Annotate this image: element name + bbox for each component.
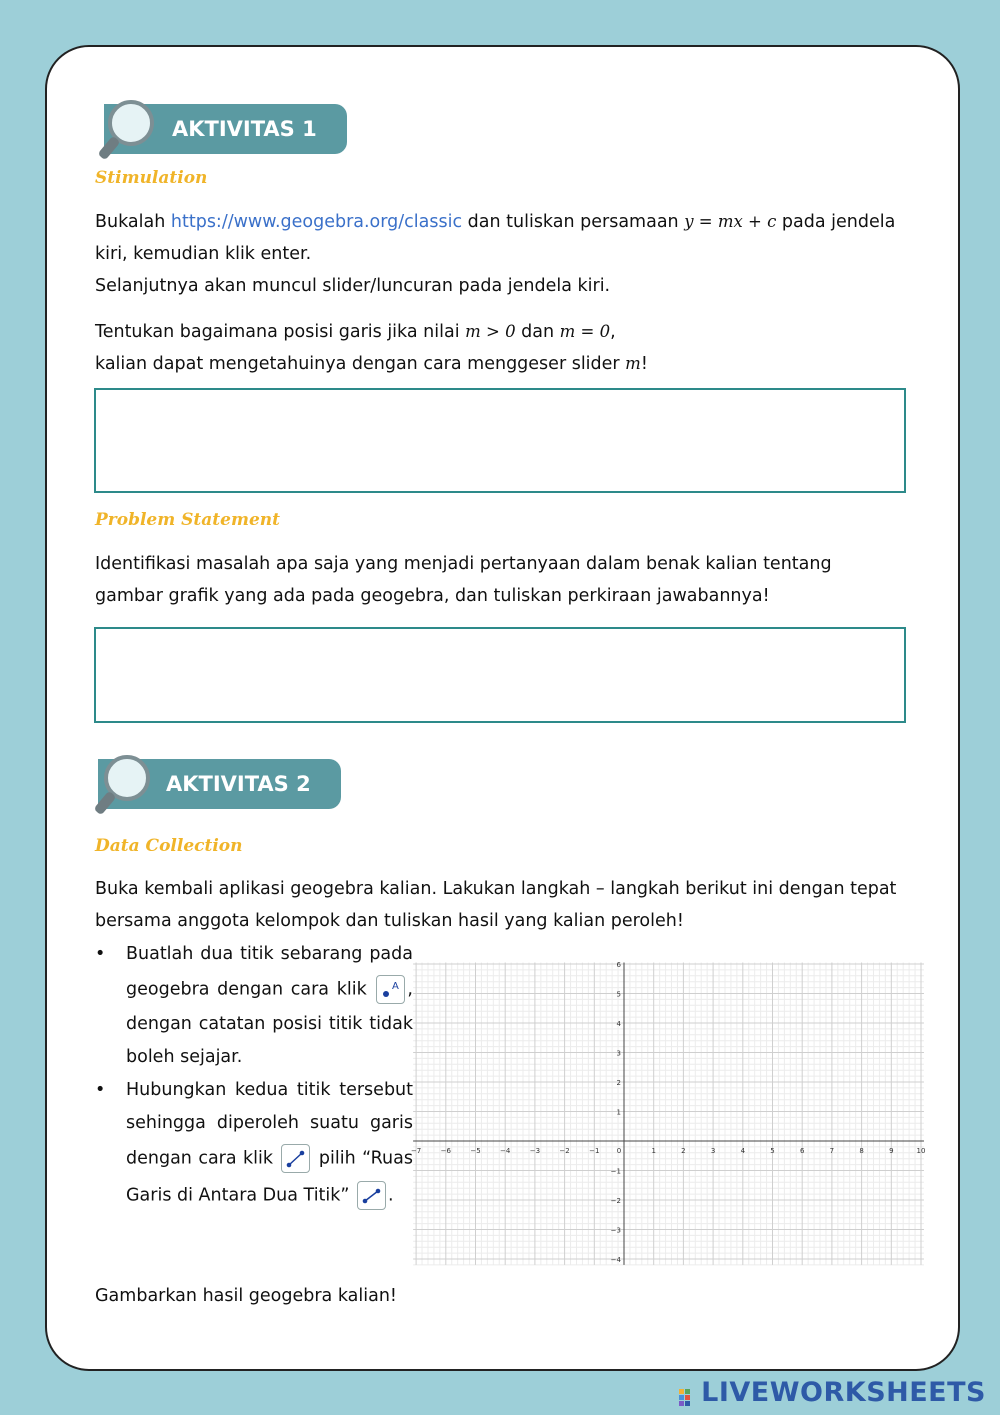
problem-text: Identifikasi masalah apa saja yang menjadi pertanyaan dalam benak kalian tentang gambar grafik yang ada pada geogebra, dan tuliskan perkiraan jawabannya!: [95, 554, 832, 606]
activity-1-title: AKTIVITAS 1: [172, 117, 317, 141]
y-tick-label: 5: [616, 990, 621, 999]
stimulation-text: Bukalah https://www.geogebra.org/classic dan tuliskan persamaan y = mx + c pada jendela kiri, kemudian klik enter. Selanjutnya akan muncul slider/luncuran pada jendela kiri.: [95, 212, 896, 296]
x-tick-label: 4: [740, 1147, 746, 1155]
answer-box-stimulation[interactable]: [94, 388, 906, 493]
question-text: Tentukan bagaimana posisi garis jika nilai m > 0 dan m = 0, kalian dapat mengetahuinya dengan cara menggeser slider m!: [95, 322, 648, 374]
y-tick-label: 2: [616, 1079, 621, 1087]
data-collection-heading: Data Collection: [95, 836, 243, 856]
x-tick-label: 5: [770, 1147, 775, 1155]
equation: y = mx + c: [684, 212, 777, 231]
x-tick-label: 10: [916, 1147, 926, 1155]
x-tick-label: 7: [829, 1147, 835, 1155]
liveworksheets-logo: LIVEWORKSHEETS: [679, 1377, 986, 1408]
y-tick-label: −1: [610, 1167, 621, 1176]
x-tick-label: 2: [681, 1147, 686, 1155]
x-tick-label: −6: [440, 1147, 451, 1155]
steps-list: [95, 938, 413, 1214]
x-tick-label: 8: [859, 1147, 864, 1155]
y-tick-label: −3: [610, 1226, 621, 1235]
x-tick-label: −3: [529, 1147, 541, 1155]
segment-tool-icon[interactable]: [281, 1144, 310, 1173]
x-tick-label: −4: [500, 1147, 511, 1155]
x-tick-label: −2: [559, 1147, 570, 1155]
svg-text:A: A: [392, 981, 400, 992]
data-collection-intro: Buka kembali aplikasi geogebra kalian. Lakukan langkah – langkah berikut ini dengan tepat bersama anggota kelompok dan tuliskan hasil yang kalian peroleh!: [95, 879, 897, 931]
x-tick-label: −1: [589, 1147, 600, 1155]
x-tick-label: −5: [470, 1147, 481, 1155]
answer-box-problem[interactable]: [94, 627, 906, 723]
y-tick-label: 3: [616, 1049, 621, 1058]
y-tick-label: 1: [616, 1108, 621, 1117]
list-item: • Hubungkan kedua titik tersebut sehingga diperoleh suatu garis dengan cara klik pilih “Ruas Garis di Antara Dua Titik” .: [95, 1074, 413, 1214]
segment-between-two-points-icon[interactable]: [357, 1181, 386, 1210]
x-tick-label: 6: [799, 1147, 805, 1155]
y-tick-label: 4: [616, 1020, 621, 1028]
x-tick-label: 1: [651, 1147, 656, 1155]
x-tick-label: 3: [710, 1147, 716, 1155]
closing-instruction: Gambarkan hasil geogebra kalian!: [95, 1286, 397, 1306]
x-tick-label: 9: [889, 1147, 894, 1155]
point-tool-icon[interactable]: [376, 975, 405, 1004]
list-item: • Buatlah dua titik sebarang pada geogebra dengan cara klik A , dengan catatan posisi titik tidak boleh sejajar.: [95, 938, 413, 1074]
y-tick-label: −4: [610, 1256, 621, 1264]
geogebra-link[interactable]: https://www.geogebra.org/classic: [170, 212, 463, 232]
x-tick-label: −7: [410, 1147, 422, 1155]
y-tick-label: 6: [616, 961, 621, 969]
problem-statement-heading: Problem Statement: [95, 510, 280, 530]
y-tick-label: −2: [610, 1197, 621, 1205]
activity-2-title: AKTIVITAS 2: [166, 772, 311, 796]
coordinate-grid[interactable]: [410, 960, 926, 1264]
x-tick-label: 0: [616, 1147, 622, 1155]
liveworksheets-icon: [679, 1384, 697, 1404]
stimulation-heading: Stimulation: [95, 168, 208, 188]
